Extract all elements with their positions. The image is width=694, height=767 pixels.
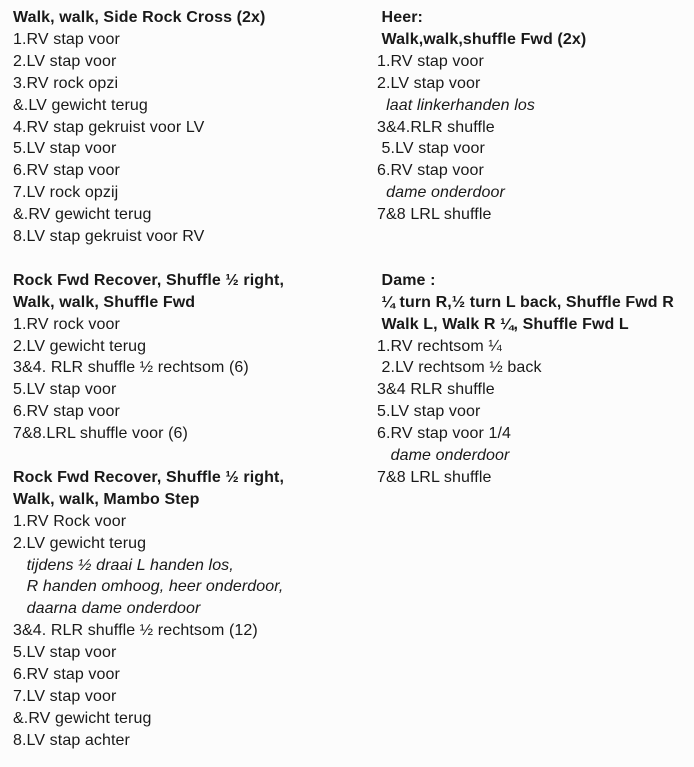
section-heading: Rock Fwd Recover, Shuffle ½ right, [13,271,285,289]
step-line: 2.LV gewicht terug [13,534,147,552]
step-line: 6.RV stap voor 1/4 [377,425,512,443]
section-heading: Walk, walk, Mambo Step [13,490,200,508]
section-heading: Dame : [377,271,436,289]
step-line: 7.LV stap voor [13,687,117,705]
step-line: &.RV gewicht terug [13,709,152,727]
step-line: 2.LV rechtsom ½ back [377,359,542,377]
step-line: 7&8 LRL shuffle [377,468,492,486]
note-line: dame onderdoor [377,447,510,464]
step-line: 4.RV stap gekruist voor LV [13,118,205,136]
note-line: tijdens ½ draai L handen los, [13,556,234,574]
step-line: 6.RV stap voor [13,162,120,180]
step-line: 8.LV stap achter [13,731,130,749]
section-heading: Walk,walk,shuffle Fwd (2x) [377,30,587,48]
section-heading: Walk, walk, Shuffle Fwd [13,293,196,311]
step-line: 5.LV stap voor [13,644,117,662]
step-line: 7&8 LRL shuffle [377,206,492,224]
step-line: 3&4 RLR shuffle [377,381,495,399]
note-line: dame onderdoor [377,184,505,202]
section-heading: ¼ turn R,½ turn L back, Shuffle Fwd R [377,293,674,311]
step-line: 6.RV stap voor [377,162,484,180]
step-line: 8.LV stap gekruist voor RV [13,228,205,245]
step-line: 7&8.LRL shuffle voor (6) [13,425,188,443]
step-line: &.RV gewicht terug [13,206,152,224]
section-heading: Walk, walk, Side Rock Cross (2x) [13,9,266,26]
note-line: daarna dame onderdoor [13,600,201,618]
step-line: 3&4. RLR shuffle ½ rechtsom (6) [13,359,249,377]
step-line: 1.RV stap voor [13,30,120,48]
step-line: 2.LV stap voor [377,74,481,92]
step-line: 3&4.RLR shuffle [377,118,495,136]
step-line: 5.LV stap voor [377,403,481,421]
step-line: 5.LV stap voor [13,140,117,158]
step-line: 1.RV stap voor [377,52,484,70]
step-line: &.LV gewicht terug [13,96,148,114]
step-line: 7.LV rock opzij [13,184,119,202]
section-heading: Walk L, Walk R ¼, Shuffle Fwd L [377,315,629,333]
step-line: 6.RV stap voor [13,666,120,683]
step-line: 2.LV gewicht terug [13,337,147,355]
step-line: 1.RV Rock voor [13,512,127,530]
step-line: 3.RV rock opzi [13,74,119,92]
step-line: 3&4. RLR shuffle ½ rechtsom (12) [13,622,258,640]
step-line: 6.RV stap voor [13,403,120,421]
step-line: 5.LV stap voor [377,140,485,158]
section-heading: Heer: [377,9,423,26]
step-line: 1.RV rock voor [13,315,120,333]
step-line: 2.LV stap voor [13,52,117,70]
step-line: 1.RV rechtsom ¼ [377,337,502,355]
note-line: R handen omhoog, heer onderdoor, [13,578,284,596]
section-heading: Rock Fwd Recover, Shuffle ½ right, [13,468,285,486]
note-line: laat linkerhanden los [377,96,535,114]
step-line: 5.LV stap voor [13,381,117,399]
